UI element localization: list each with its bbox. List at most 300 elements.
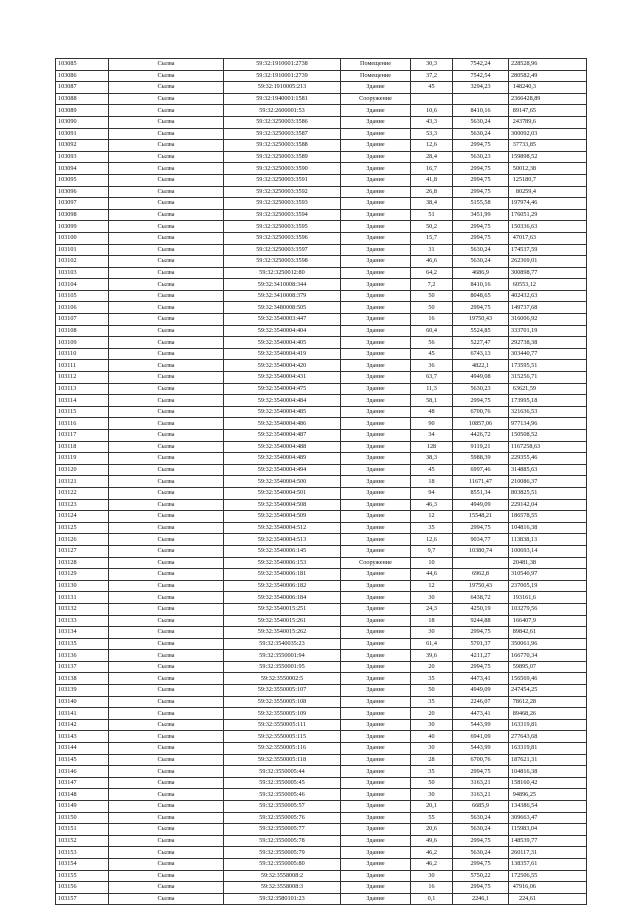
cadastral-value: 310540,97 bbox=[509, 569, 587, 581]
object-type: Здание bbox=[341, 696, 411, 708]
rate-value: 5630,24 bbox=[453, 812, 509, 824]
object-type: Здание bbox=[341, 128, 411, 140]
rate-value: 5443,99 bbox=[453, 743, 509, 755]
object-type: Здание bbox=[341, 592, 411, 604]
cadastral-value: 134386,54 bbox=[509, 801, 587, 813]
record-number: 103135 bbox=[56, 638, 109, 650]
table-row bbox=[56, 395, 587, 407]
cadastral-number: 59:32:3480008:505 bbox=[224, 302, 341, 314]
area-value: 7,2 bbox=[411, 279, 453, 291]
table-row bbox=[56, 685, 587, 697]
cadastral-number: 59:32:3550005:44 bbox=[224, 766, 341, 778]
rate-value: 8048,65 bbox=[453, 290, 509, 302]
district-name: Сылва bbox=[109, 534, 224, 546]
record-number: 103090 bbox=[56, 116, 109, 128]
table-row bbox=[56, 545, 587, 557]
area-value: 38,3 bbox=[411, 453, 453, 465]
cadastral-number: 59:32:3540015:251 bbox=[224, 603, 341, 615]
object-type: Здание bbox=[341, 418, 411, 430]
object-type: Здание bbox=[341, 476, 411, 488]
cadastral-value: 150508,52 bbox=[509, 430, 587, 442]
area-value: 20 bbox=[411, 661, 453, 673]
cadastral-number: 59:32:3540004:501 bbox=[224, 487, 341, 499]
record-number: 103125 bbox=[56, 522, 109, 534]
object-type: Здание bbox=[341, 116, 411, 128]
table-row bbox=[56, 777, 587, 789]
table-row bbox=[56, 893, 587, 905]
area-value: 0,1 bbox=[411, 893, 453, 905]
district-name: Сылва bbox=[109, 267, 224, 279]
district-name: Сылва bbox=[109, 731, 224, 743]
rate-value: 2994,75 bbox=[453, 627, 509, 639]
area-value: 31 bbox=[411, 244, 453, 256]
cadastral-value: 186578,55 bbox=[509, 511, 587, 523]
cadastral-value: 229142,04 bbox=[509, 499, 587, 511]
area-value: 11,3 bbox=[411, 383, 453, 395]
table-row bbox=[56, 615, 587, 627]
object-type: Здание bbox=[341, 244, 411, 256]
table-row bbox=[56, 290, 587, 302]
table-row bbox=[56, 453, 587, 465]
table-row bbox=[56, 882, 587, 894]
rate-value: 5155,58 bbox=[453, 198, 509, 210]
area-value: 61,4 bbox=[411, 638, 453, 650]
district-name: Сылва bbox=[109, 592, 224, 604]
table-row bbox=[56, 696, 587, 708]
cadastral-value: 104816,38 bbox=[509, 766, 587, 778]
cadastral-value: 47916,06 bbox=[509, 882, 587, 894]
area-value: 30 bbox=[411, 870, 453, 882]
area-value: 20,6 bbox=[411, 824, 453, 836]
rate-value: 5988,39 bbox=[453, 453, 509, 465]
area-value: 30 bbox=[411, 743, 453, 755]
object-type: Здание bbox=[341, 314, 411, 326]
cadastral-number: 59:32:3540004:512 bbox=[224, 522, 341, 534]
record-number: 103157 bbox=[56, 893, 109, 905]
rate-value: 4426,72 bbox=[453, 430, 509, 442]
district-name: Сылва bbox=[109, 789, 224, 801]
district-name: Сылва bbox=[109, 858, 224, 870]
district-name: Сылва bbox=[109, 499, 224, 511]
table-row bbox=[56, 580, 587, 592]
cadastral-value: 193161,6 bbox=[509, 592, 587, 604]
cadastral-number: 59:32:3250003:3587 bbox=[224, 128, 341, 140]
rate-value: 5630,23 bbox=[453, 151, 509, 163]
table-row bbox=[56, 314, 587, 326]
object-type: Здание bbox=[341, 766, 411, 778]
object-type: Здание bbox=[341, 232, 411, 244]
record-number: 103112 bbox=[56, 372, 109, 384]
object-type: Здание bbox=[341, 777, 411, 789]
cadastral-number: 59:32:3250003:3598 bbox=[224, 256, 341, 268]
rate-value: 9119,21 bbox=[453, 441, 509, 453]
district-name: Сылва bbox=[109, 615, 224, 627]
area-value: 20 bbox=[411, 708, 453, 720]
district-name: Сылва bbox=[109, 395, 224, 407]
cadastral-value: 237005,19 bbox=[509, 580, 587, 592]
record-number: 103115 bbox=[56, 406, 109, 418]
district-name: Сылва bbox=[109, 627, 224, 639]
rate-value: 6997,46 bbox=[453, 464, 509, 476]
cadastral-number: 59:32:3540004:489 bbox=[224, 453, 341, 465]
area-value: 18 bbox=[411, 615, 453, 627]
table-row bbox=[56, 534, 587, 546]
district-name: Сылва bbox=[109, 93, 224, 105]
cadastral-value: 303440,77 bbox=[509, 348, 587, 360]
object-type: Здание bbox=[341, 569, 411, 581]
object-type: Здание bbox=[341, 847, 411, 859]
area-value: 40 bbox=[411, 731, 453, 743]
table-row bbox=[56, 418, 587, 430]
district-name: Сылва bbox=[109, 464, 224, 476]
object-type: Здание bbox=[341, 406, 411, 418]
table-row bbox=[56, 163, 587, 175]
object-type: Здание bbox=[341, 163, 411, 175]
district-name: Сылва bbox=[109, 557, 224, 569]
rate-value: 4473,41 bbox=[453, 708, 509, 720]
table-row bbox=[56, 279, 587, 291]
table-row bbox=[56, 360, 587, 372]
cadastral-value: 80259,4 bbox=[509, 186, 587, 198]
table-row bbox=[56, 789, 587, 801]
cadastral-value: 314885,63 bbox=[509, 464, 587, 476]
rate-value: 2994,75 bbox=[453, 221, 509, 233]
cadastral-value: 103279,56 bbox=[509, 603, 587, 615]
object-type: Здание bbox=[341, 267, 411, 279]
table-row bbox=[56, 719, 587, 731]
area-value: 45 bbox=[411, 82, 453, 94]
cadastral-number: 59:32:3250003:3596 bbox=[224, 232, 341, 244]
cadastral-value: 163319,81 bbox=[509, 743, 587, 755]
area-value: 35 bbox=[411, 766, 453, 778]
object-type: Здание bbox=[341, 151, 411, 163]
table-row bbox=[56, 70, 587, 82]
area-value: 35 bbox=[411, 673, 453, 685]
record-number: 103144 bbox=[56, 743, 109, 755]
cadastral-value: 228528,96 bbox=[509, 59, 587, 71]
record-number: 103120 bbox=[56, 464, 109, 476]
cadastral-number: 59:32:3540004:405 bbox=[224, 337, 341, 349]
district-name: Сылва bbox=[109, 360, 224, 372]
record-number: 103126 bbox=[56, 534, 109, 546]
area-value: 41,8 bbox=[411, 174, 453, 186]
rate-value: 10380,74 bbox=[453, 545, 509, 557]
table-row bbox=[56, 824, 587, 836]
district-name: Сылва bbox=[109, 487, 224, 499]
district-name: Сылва bbox=[109, 545, 224, 557]
table-row bbox=[56, 522, 587, 534]
area-value: 12,6 bbox=[411, 534, 453, 546]
cadastral-value: 158160,42 bbox=[509, 777, 587, 789]
object-type: Здание bbox=[341, 348, 411, 360]
record-number: 103109 bbox=[56, 337, 109, 349]
cadastral-value: 321636,53 bbox=[509, 406, 587, 418]
rate-value: 2994,75 bbox=[453, 858, 509, 870]
area-value: 44,6 bbox=[411, 569, 453, 581]
rate-value: 6941,09 bbox=[453, 731, 509, 743]
cadastral-number: 59:32:3550005:77 bbox=[224, 824, 341, 836]
cadastral-value: 113838,13 bbox=[509, 534, 587, 546]
object-type: Здание bbox=[341, 105, 411, 117]
cadastral-number: 59:32:3540004:513 bbox=[224, 534, 341, 546]
district-name: Сылва bbox=[109, 870, 224, 882]
object-type: Здание bbox=[341, 302, 411, 314]
object-type: Здание bbox=[341, 824, 411, 836]
area-value: 46,2 bbox=[411, 847, 453, 859]
area-value: 46,2 bbox=[411, 858, 453, 870]
cadastral-value: 350061,96 bbox=[509, 638, 587, 650]
record-number: 103128 bbox=[56, 557, 109, 569]
district-name: Сылва bbox=[109, 116, 224, 128]
object-type: Сооружение bbox=[341, 93, 411, 105]
rate-value: 2246,1 bbox=[453, 893, 509, 905]
cadastral-number: 59:32:3540006:145 bbox=[224, 545, 341, 557]
area-value: 30,3 bbox=[411, 59, 453, 71]
table-row bbox=[56, 801, 587, 813]
district-name: Сылва bbox=[109, 186, 224, 198]
record-number: 103117 bbox=[56, 430, 109, 442]
area-value: 9,7 bbox=[411, 545, 453, 557]
district-name: Сылва bbox=[109, 882, 224, 894]
record-number: 103111 bbox=[56, 360, 109, 372]
object-type: Здание bbox=[341, 441, 411, 453]
cadastral-number: 59:32:3550005:108 bbox=[224, 696, 341, 708]
district-name: Сылва bbox=[109, 140, 224, 152]
object-type: Помещение bbox=[341, 59, 411, 71]
district-name: Сылва bbox=[109, 221, 224, 233]
cadastral-value: 210086,37 bbox=[509, 476, 587, 488]
rate-value: 5701,37 bbox=[453, 638, 509, 650]
record-number: 103088 bbox=[56, 93, 109, 105]
cadastral-number: 59:32:3540004:484 bbox=[224, 395, 341, 407]
rate-value: 8410,16 bbox=[453, 279, 509, 291]
area-value: 35 bbox=[411, 522, 453, 534]
cadastral-value: 89147,65 bbox=[509, 105, 587, 117]
object-type: Здание bbox=[341, 279, 411, 291]
record-number: 103156 bbox=[56, 882, 109, 894]
record-number: 103147 bbox=[56, 777, 109, 789]
object-type: Здание bbox=[341, 511, 411, 523]
rate-value: 19750,43 bbox=[453, 314, 509, 326]
rate-value: 5630,24 bbox=[453, 824, 509, 836]
table-row bbox=[56, 221, 587, 233]
table-row bbox=[56, 105, 587, 117]
record-number: 103132 bbox=[56, 603, 109, 615]
cadastral-number: 59:32:3550001:94 bbox=[224, 650, 341, 662]
rate-value: 19750,43 bbox=[453, 580, 509, 592]
record-number: 103151 bbox=[56, 824, 109, 836]
table-row bbox=[56, 650, 587, 662]
record-number: 103087 bbox=[56, 82, 109, 94]
table-row bbox=[56, 847, 587, 859]
cadastral-number: 59:32:3540004:487 bbox=[224, 430, 341, 442]
rate-value: 4686,9 bbox=[453, 267, 509, 279]
object-type: Здание bbox=[341, 615, 411, 627]
district-name: Сылва bbox=[109, 603, 224, 615]
record-number: 103110 bbox=[56, 348, 109, 360]
area-value: 10,6 bbox=[411, 105, 453, 117]
cadastral-number: 59:32:3540004:508 bbox=[224, 499, 341, 511]
cadastral-value: 159898,52 bbox=[509, 151, 587, 163]
rate-value: 2994,75 bbox=[453, 163, 509, 175]
object-type: Здание bbox=[341, 186, 411, 198]
object-type: Здание bbox=[341, 82, 411, 94]
object-type: Здание bbox=[341, 882, 411, 894]
area-value: 45 bbox=[411, 348, 453, 360]
record-number: 103089 bbox=[56, 105, 109, 117]
table-row bbox=[56, 870, 587, 882]
area-value: 30 bbox=[411, 789, 453, 801]
cadastral-number: 59:32:3540004:420 bbox=[224, 360, 341, 372]
cadastral-number: 59:32:3540004:431 bbox=[224, 372, 341, 384]
cadastral-number: 59:32:3250003:3589 bbox=[224, 151, 341, 163]
area-value: 28 bbox=[411, 754, 453, 766]
cadastral-value: 115983,04 bbox=[509, 824, 587, 836]
area-value: 50 bbox=[411, 302, 453, 314]
cadastral-number: 59:32:3558008:2 bbox=[224, 870, 341, 882]
rate-value: 6700,76 bbox=[453, 406, 509, 418]
table-row bbox=[56, 557, 587, 569]
district-name: Сылва bbox=[109, 325, 224, 337]
rate-value: 5630,24 bbox=[453, 256, 509, 268]
object-type: Здание bbox=[341, 893, 411, 905]
object-type: Здание bbox=[341, 174, 411, 186]
rate-value: 6438,72 bbox=[453, 592, 509, 604]
cadastral-value: 94896,25 bbox=[509, 789, 587, 801]
cadastral-value: 243789,6 bbox=[509, 116, 587, 128]
object-type: Здание bbox=[341, 870, 411, 882]
table-row bbox=[56, 673, 587, 685]
district-name: Сылва bbox=[109, 766, 224, 778]
rate-value: 5750,22 bbox=[453, 870, 509, 882]
cadastral-value: 47017,63 bbox=[509, 232, 587, 244]
rate-value: 9244,88 bbox=[453, 615, 509, 627]
record-number: 103145 bbox=[56, 754, 109, 766]
rate-value: 2994,75 bbox=[453, 186, 509, 198]
record-number: 103093 bbox=[56, 151, 109, 163]
cadastral-value: 104816,38 bbox=[509, 522, 587, 534]
district-name: Сылва bbox=[109, 569, 224, 581]
object-type: Здание bbox=[341, 580, 411, 592]
object-type: Здание bbox=[341, 395, 411, 407]
cadastral-value: 277643,68 bbox=[509, 731, 587, 743]
rate-value: 10857,06 bbox=[453, 418, 509, 430]
cadastral-value: 1167258,63 bbox=[509, 441, 587, 453]
district-name: Сылва bbox=[109, 801, 224, 813]
district-name: Сылва bbox=[109, 847, 224, 859]
record-number: 103085 bbox=[56, 59, 109, 71]
object-type: Здание bbox=[341, 372, 411, 384]
area-value: 12 bbox=[411, 580, 453, 592]
area-value: 30 bbox=[411, 627, 453, 639]
cadastral-value: 156569,46 bbox=[509, 673, 587, 685]
cadastral-value: 247454,25 bbox=[509, 685, 587, 697]
record-number: 103150 bbox=[56, 812, 109, 824]
table-row bbox=[56, 476, 587, 488]
record-number: 103104 bbox=[56, 279, 109, 291]
record-number: 103114 bbox=[56, 395, 109, 407]
district-name: Сылва bbox=[109, 708, 224, 720]
cadastral-number: 59:32:3540004:404 bbox=[224, 325, 341, 337]
table-row bbox=[56, 569, 587, 581]
cadastral-number: 59:32:3540004:486 bbox=[224, 418, 341, 430]
area-value: 56 bbox=[411, 337, 453, 349]
area-value: 16,7 bbox=[411, 163, 453, 175]
cadastral-number: 59:32:3250003:3592 bbox=[224, 186, 341, 198]
table-row bbox=[56, 638, 587, 650]
district-name: Сылва bbox=[109, 777, 224, 789]
area-value: 94 bbox=[411, 487, 453, 499]
object-type: Помещение bbox=[341, 70, 411, 82]
record-number: 103138 bbox=[56, 673, 109, 685]
object-type: Здание bbox=[341, 638, 411, 650]
table-row bbox=[56, 754, 587, 766]
cadastral-value: 300898,77 bbox=[509, 267, 587, 279]
record-number: 103118 bbox=[56, 441, 109, 453]
area-value: 64,2 bbox=[411, 267, 453, 279]
record-number: 103141 bbox=[56, 708, 109, 720]
table-row bbox=[56, 209, 587, 221]
cadastral-value: 315256,71 bbox=[509, 372, 587, 384]
cadastral-number: 59:32:3550005:116 bbox=[224, 743, 341, 755]
rate-value: 3294,23 bbox=[453, 82, 509, 94]
cadastral-number: 59:32:3540006:184 bbox=[224, 592, 341, 604]
cadastral-value: 89842,61 bbox=[509, 627, 587, 639]
table-row bbox=[56, 82, 587, 94]
area-value: 50 bbox=[411, 777, 453, 789]
record-number: 103133 bbox=[56, 615, 109, 627]
area-value: 128 bbox=[411, 441, 453, 453]
area-value: 43,3 bbox=[411, 116, 453, 128]
object-type: Сооружение bbox=[341, 557, 411, 569]
object-type: Здание bbox=[341, 209, 411, 221]
cadastral-value: 173595,51 bbox=[509, 360, 587, 372]
district-name: Сылва bbox=[109, 70, 224, 82]
cadastral-number: 59:32:3250003:3591 bbox=[224, 174, 341, 186]
district-name: Сылва bbox=[109, 105, 224, 117]
record-number: 103131 bbox=[56, 592, 109, 604]
table-row bbox=[56, 627, 587, 639]
record-number: 103124 bbox=[56, 511, 109, 523]
district-name: Сылва bbox=[109, 696, 224, 708]
record-number: 103136 bbox=[56, 650, 109, 662]
record-number: 103106 bbox=[56, 302, 109, 314]
cadastral-value: 402432,63 bbox=[509, 290, 587, 302]
district-name: Сылва bbox=[109, 812, 224, 824]
rate-value: 2994,75 bbox=[453, 766, 509, 778]
cadastral-value: 260117,31 bbox=[509, 847, 587, 859]
table-row bbox=[56, 232, 587, 244]
district-name: Сылва bbox=[109, 406, 224, 418]
rate-value: 8410,16 bbox=[453, 105, 509, 117]
rate-value: 2994,75 bbox=[453, 882, 509, 894]
area-value: 37,2 bbox=[411, 70, 453, 82]
district-name: Сылва bbox=[109, 337, 224, 349]
cadastral-value: 173995,18 bbox=[509, 395, 587, 407]
table-row bbox=[56, 487, 587, 499]
cadastral-number: 59:32:1940001:1581 bbox=[224, 93, 341, 105]
district-name: Сылва bbox=[109, 743, 224, 755]
table-row bbox=[56, 464, 587, 476]
district-name: Сылва bbox=[109, 685, 224, 697]
rate-value bbox=[453, 93, 509, 105]
table-row bbox=[56, 603, 587, 615]
cadastral-value: 50012,38 bbox=[509, 163, 587, 175]
record-number: 103107 bbox=[56, 314, 109, 326]
rate-value: 4822,1 bbox=[453, 360, 509, 372]
area-value: 26,8 bbox=[411, 186, 453, 198]
table-row bbox=[56, 256, 587, 268]
